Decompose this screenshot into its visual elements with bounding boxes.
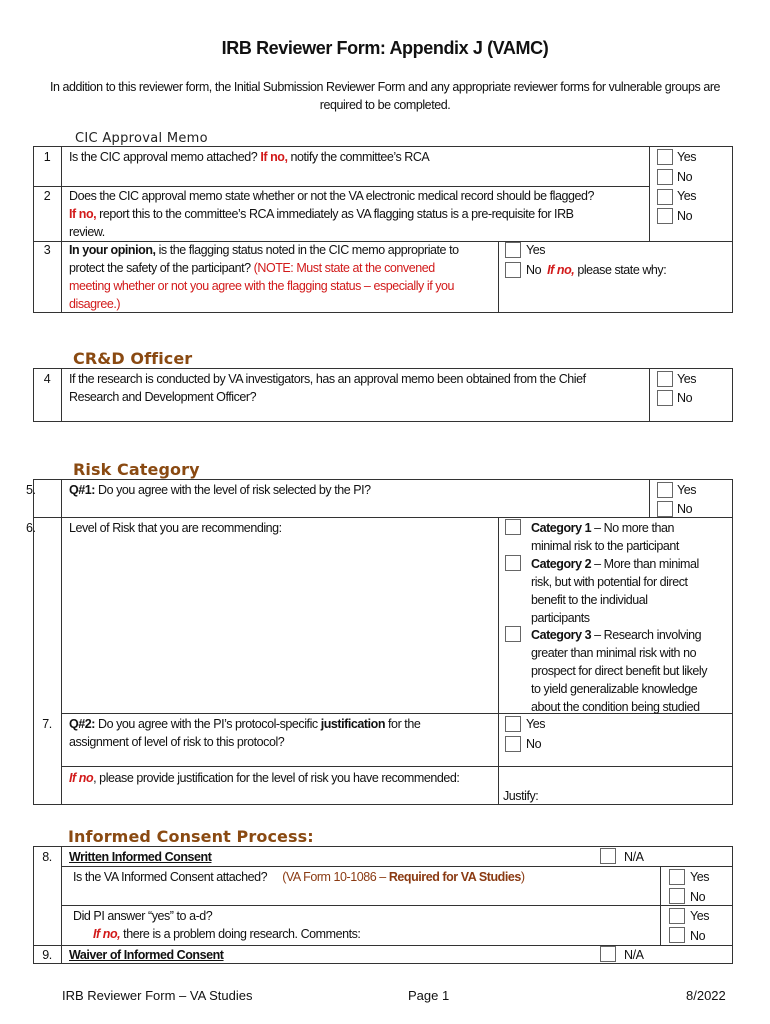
q4-text: If the research is conducted by VA investigators, has an approval memo been obtained from the Chief Research and Development Officer? xyxy=(69,372,586,404)
q2-yes-checkbox[interactable] xyxy=(657,189,673,205)
intro-text: In addition to this reviewer form, the Initial Submission Reviewer Form and any appropriate reviewer forms for vulnerable groups are required to be completed. xyxy=(49,80,721,112)
q8-na-label: N/A xyxy=(624,850,644,864)
q1-number: 1 xyxy=(43,150,51,164)
q2-number: 2 xyxy=(43,189,51,203)
q2-text: Does the CIC approval memo state whether or not the VA electronic medical record should be flagged? If no, report this to the committee’s RCA immediately as VA flagging status is a pre-requisite for IRB review. xyxy=(69,189,594,239)
q2-yes-label: Yes xyxy=(677,189,697,203)
risk-answer-divider xyxy=(498,517,499,805)
section-consent-heading: Informed Consent Process: xyxy=(68,827,314,846)
q3-no-label: No If no, please state why: xyxy=(526,263,667,277)
risk-q5-divider xyxy=(649,479,650,517)
q6-text: Level of Risk that you are recommending: xyxy=(69,521,282,535)
q1-no-checkbox[interactable] xyxy=(657,169,673,185)
q7-text: Q#2: Do you agree with the PI’s protocol-specific justification for the assignment of level of risk to this protocol? xyxy=(69,717,421,749)
category-1-text: Category 1 – No more than minimal risk to the participant xyxy=(531,521,679,553)
q7-justification-prompt: If no, please provide justification for the level of risk you have recommended: xyxy=(69,771,460,785)
q9-na-checkbox[interactable] xyxy=(600,946,616,962)
consent-row-divider-1 xyxy=(61,866,733,867)
q8a-yes-label: Yes xyxy=(690,870,710,884)
q8b-no-checkbox[interactable] xyxy=(669,927,685,943)
q5-yes-label: Yes xyxy=(677,483,697,497)
q8-na-checkbox[interactable] xyxy=(600,848,616,864)
risk-num-divider xyxy=(61,479,62,805)
section-crd-heading: CR&D Officer xyxy=(73,349,193,368)
category-2-checkbox[interactable] xyxy=(505,555,521,571)
q3-text: In your opinion, is the flagging status noted in the CIC memo appropriate to protect the safety of the participant? (NOTE: Must state at the convened meeting whether or not you agree with the flagging status – especially if you disagree.) xyxy=(69,243,459,311)
q1-yes-label: Yes xyxy=(677,150,697,164)
q4-yes-label: Yes xyxy=(677,372,697,386)
page-title: IRB Reviewer Form: Appendix J (VAMC) xyxy=(221,38,549,58)
q3-yes-label: Yes xyxy=(526,243,546,257)
q7-no-checkbox[interactable] xyxy=(505,736,521,752)
consent-row-divider-2 xyxy=(61,905,733,906)
q5-no-label: No xyxy=(677,502,693,516)
q2-no-checkbox[interactable] xyxy=(657,208,673,224)
q8b-yes-label: Yes xyxy=(690,909,710,923)
category-2-text: Category 2 – More than minimal risk, but with potential for direct benefit to the individual participants xyxy=(531,557,699,625)
q5-no-checkbox[interactable] xyxy=(657,501,673,517)
q5-text: Q#1: Do you agree with the level of risk selected by the PI? xyxy=(69,483,371,497)
q7-no-label: No xyxy=(526,737,542,751)
crd-answer-divider xyxy=(649,368,650,422)
footer-page-number: Page 1 xyxy=(408,988,450,1003)
q9-na-label: N/A xyxy=(624,948,644,962)
q3-yes-checkbox[interactable] xyxy=(505,242,521,258)
category-1-checkbox[interactable] xyxy=(505,519,521,535)
risk-row-divider-3 xyxy=(61,766,733,767)
justify-label: Justify: xyxy=(503,789,539,803)
q8b-no-label: No xyxy=(690,929,706,943)
q9-heading: Waiver of Informed Consent xyxy=(69,948,224,962)
q8b-yes-checkbox[interactable] xyxy=(669,908,685,924)
cic-q3-divider xyxy=(498,241,499,313)
q7-yes-checkbox[interactable] xyxy=(505,716,521,732)
q7-yes-label: Yes xyxy=(526,717,546,731)
q8-pi-answer: Did PI answer “yes” to a-d? If no, there is a problem doing research. Comments: xyxy=(73,909,361,941)
q6-number: 6. xyxy=(26,521,36,535)
q8a-yes-checkbox[interactable] xyxy=(669,869,685,885)
q4-yes-checkbox[interactable] xyxy=(657,371,673,387)
q7-number: 7. xyxy=(42,717,52,731)
q8a-no-label: No xyxy=(690,890,706,904)
footer-form-name: IRB Reviewer Form – VA Studies xyxy=(62,988,253,1003)
crd-num-divider xyxy=(61,368,62,422)
q8-heading: Written Informed Consent xyxy=(69,850,212,864)
cic-num-divider xyxy=(61,146,62,313)
q1-yes-checkbox[interactable] xyxy=(657,149,673,165)
risk-row-divider-1 xyxy=(33,517,733,518)
q4-no-checkbox[interactable] xyxy=(657,390,673,406)
q8-number: 8. xyxy=(42,850,52,864)
q1-text: Is the CIC approval memo attached? If no, notify the committee’s RCA xyxy=(69,150,430,164)
q9-number: 9. xyxy=(42,948,52,962)
section-cic-heading: CIC Approval Memo xyxy=(75,131,208,146)
category-3-checkbox[interactable] xyxy=(505,626,521,642)
q1-no-label: No xyxy=(677,170,693,184)
q5-yes-checkbox[interactable] xyxy=(657,482,673,498)
q3-no-checkbox[interactable] xyxy=(505,262,521,278)
q8a-no-checkbox[interactable] xyxy=(669,888,685,904)
q4-number: 4 xyxy=(43,372,51,386)
q2-no-label: No xyxy=(677,209,693,223)
q3-number: 3 xyxy=(43,243,51,257)
cic-answer-divider xyxy=(649,146,650,241)
justify-field[interactable] xyxy=(550,770,730,802)
q5-number: 5. xyxy=(26,483,36,497)
q4-no-label: No xyxy=(677,391,693,405)
section-risk-heading: Risk Category xyxy=(73,460,200,479)
footer-date: 8/2022 xyxy=(686,988,726,1003)
q8-consent-attached: Is the VA Informed Consent attached? (VA Form 10-1086 – Required for VA Studies) xyxy=(73,870,525,884)
category-3-text: Category 3 – Research involving greater than minimal risk with no prospect for direct benefit but likely to yield generalizable knowledge about the condition being studied xyxy=(531,628,708,714)
